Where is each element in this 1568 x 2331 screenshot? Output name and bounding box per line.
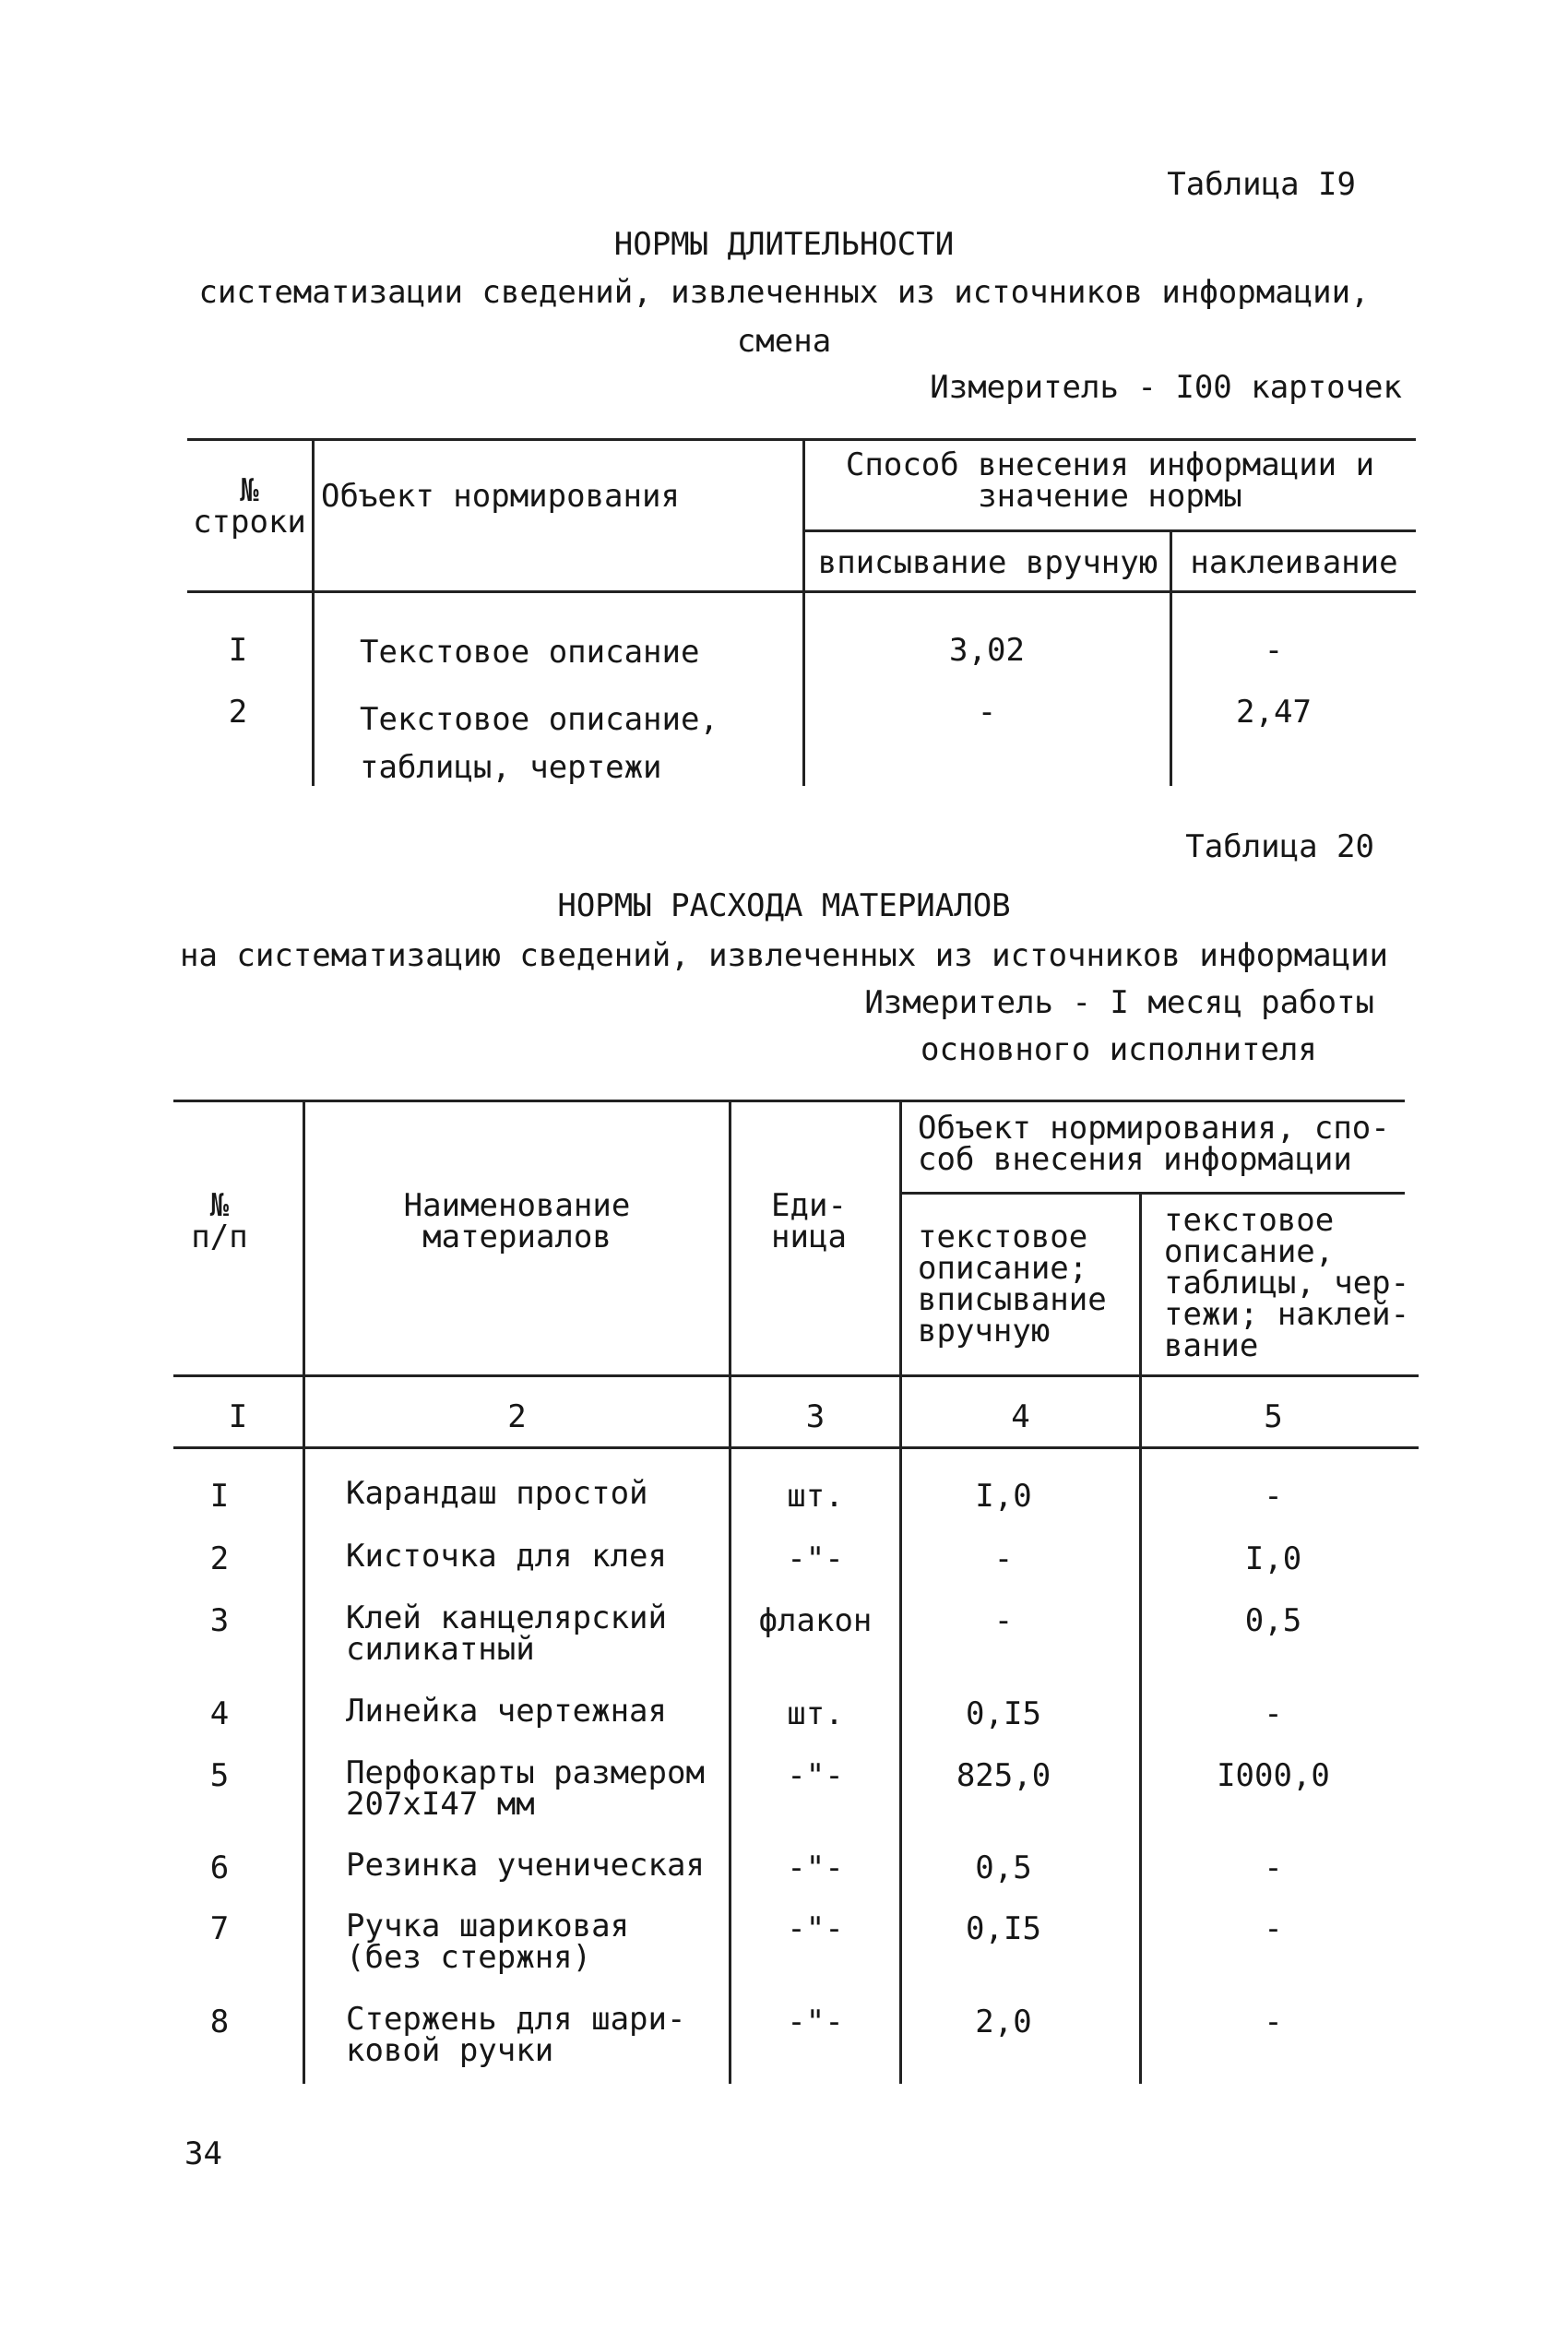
table20-header-object: Объект нормирования, спо- соб внесения информации <box>918 1110 1390 1178</box>
table20-subheader-rule <box>899 1192 1405 1195</box>
table20-row4-num: 4 <box>209 1695 230 1732</box>
table20-colnum-3: 3 <box>805 1398 826 1435</box>
table20-row6-name: Резинка ученическая <box>346 1847 705 1884</box>
table20-row4-unit: шт. <box>787 1695 844 1732</box>
table20-row5-col4: 825,0 <box>956 1757 1051 1794</box>
table20-top-rule <box>173 1100 1405 1102</box>
table20-header-num: № п/п <box>191 1187 248 1255</box>
table19-label: Таблица I9 <box>1167 166 1356 203</box>
table20-row3-num: 3 <box>209 1602 230 1639</box>
table20-row8-unit: -"- <box>787 2004 844 2040</box>
table20-colnum-rule <box>173 1446 1419 1449</box>
table20-row7-col5: - <box>1264 1910 1283 1947</box>
table19-subtitle-line2: смена <box>736 323 832 360</box>
table19-title: НОРМЫ ДЛИТЕЛЬНОСТИ <box>613 226 955 263</box>
table20-row3-col5: 0,5 <box>1244 1602 1302 1639</box>
table20-row1-num: I <box>209 1478 230 1515</box>
table19-header-method: Способ внесения информации и значение нормы <box>845 446 1375 515</box>
table20-row1-col4: I,0 <box>975 1478 1032 1515</box>
table20-colnum-5: 5 <box>1264 1398 1283 1435</box>
table20-row3-unit: флакон <box>758 1602 873 1639</box>
table20-row7-col4: 0,I5 <box>966 1910 1041 1947</box>
table20-row4-name: Линейка чертежная <box>346 1693 667 1730</box>
table20-row5-col5: I000,0 <box>1217 1757 1330 1794</box>
table20-row3-name: Клей канцелярский силикатный <box>346 1600 667 1668</box>
table20-row2-name: Кисточка для клея <box>346 1538 667 1575</box>
table20-title: НОРМЫ РАСХОДА МАТЕРИАЛОВ <box>557 887 1011 924</box>
table19-header-object: Объект нормирования <box>321 478 680 515</box>
table20-row4-col4: 0,I5 <box>966 1695 1041 1732</box>
table19-row1-paste: - <box>1264 632 1284 669</box>
table20-row8-name: Стержень для шари- ковой ручки <box>346 2001 686 2069</box>
table20-header-col4: текстовое описание; вписывание вручную <box>918 1219 1107 1350</box>
table20-colnum-1: I <box>228 1398 248 1435</box>
table20-row2-num: 2 <box>209 1540 230 1577</box>
table20-row7-name: Ручка шариковая (без стержня) <box>346 1908 630 1976</box>
table19-vrule-1 <box>312 440 315 786</box>
table20-row3-col4: - <box>993 1602 1014 1639</box>
table20-row1-name: Карандаш простой <box>346 1475 648 1512</box>
table20-header-unit: Еди- ница <box>771 1187 847 1255</box>
table20-row4-col5: - <box>1264 1695 1283 1732</box>
table19-unit: Измеритель - I00 карточек <box>930 369 1402 406</box>
table20-row5-num: 5 <box>209 1757 230 1794</box>
table19-row2-paste: 2,47 <box>1236 694 1312 731</box>
table20-header-name: Наименование материалов <box>403 1187 631 1255</box>
table19-top-rule <box>187 438 1416 441</box>
table20-row1-col5: - <box>1264 1478 1283 1515</box>
table19-row2-num: 2 <box>228 694 248 731</box>
table19-header-handwrite: вписывание вручную <box>817 544 1158 581</box>
table19-row2-object: Текстовое описание, таблицы, чертежи <box>360 701 719 786</box>
table19-row1-handwrite: 3,02 <box>949 632 1025 669</box>
table20-subtitle: на систематизацию сведений, извлеченных из источников информации <box>179 937 1389 974</box>
table20-header-col5: текстовое описание, таблицы, чер- тежи; наклей- вание <box>1164 1202 1410 1364</box>
table19-header-rule <box>187 590 1416 593</box>
page-number: 34 <box>184 2135 222 2172</box>
table20-row5-name: Перфокарты размером 207хI47 мм <box>346 1754 705 1823</box>
table19-row1-object: Текстовое описание <box>360 634 700 671</box>
table20-row1-unit: шт. <box>787 1478 844 1515</box>
table19-row1-num: I <box>228 632 248 669</box>
table19-header-row-num: № строки <box>193 472 306 541</box>
table20-row6-unit: -"- <box>787 1849 844 1886</box>
table20-row8-num: 8 <box>209 2004 230 2040</box>
table19-subtitle-line1: систематизации сведений, извлеченных из источников информации, <box>198 274 1370 311</box>
table20-row2-col5: I,0 <box>1244 1540 1302 1577</box>
table20-unit-line2: основного исполнителя <box>921 1031 1317 1068</box>
table20-label: Таблица 20 <box>1185 828 1374 865</box>
table20-colnum-2: 2 <box>507 1398 527 1435</box>
table20-row6-num: 6 <box>209 1849 230 1886</box>
table20-row8-col5: - <box>1264 2004 1283 2040</box>
table20-row2-col4: - <box>993 1540 1014 1577</box>
table19-subheader-rule <box>804 529 1416 532</box>
table20-unit-line1: Измеритель - I месяц работы <box>864 984 1374 1021</box>
table20-row2-unit: -"- <box>787 1540 844 1577</box>
table19-row2-handwrite: - <box>977 694 997 731</box>
table20-row6-col4: 0,5 <box>975 1849 1032 1886</box>
table20-row7-unit: -"- <box>787 1910 844 1947</box>
table20-row7-num: 7 <box>209 1910 230 1947</box>
table20-row8-col4: 2,0 <box>975 2004 1032 2040</box>
table20-colnum-4: 4 <box>1011 1398 1030 1435</box>
table19-header-paste: наклеивание <box>1190 544 1398 581</box>
table20-row5-unit: -"- <box>787 1757 844 1794</box>
table20-row6-col5: - <box>1264 1849 1283 1886</box>
table20-header-rule <box>173 1374 1419 1377</box>
